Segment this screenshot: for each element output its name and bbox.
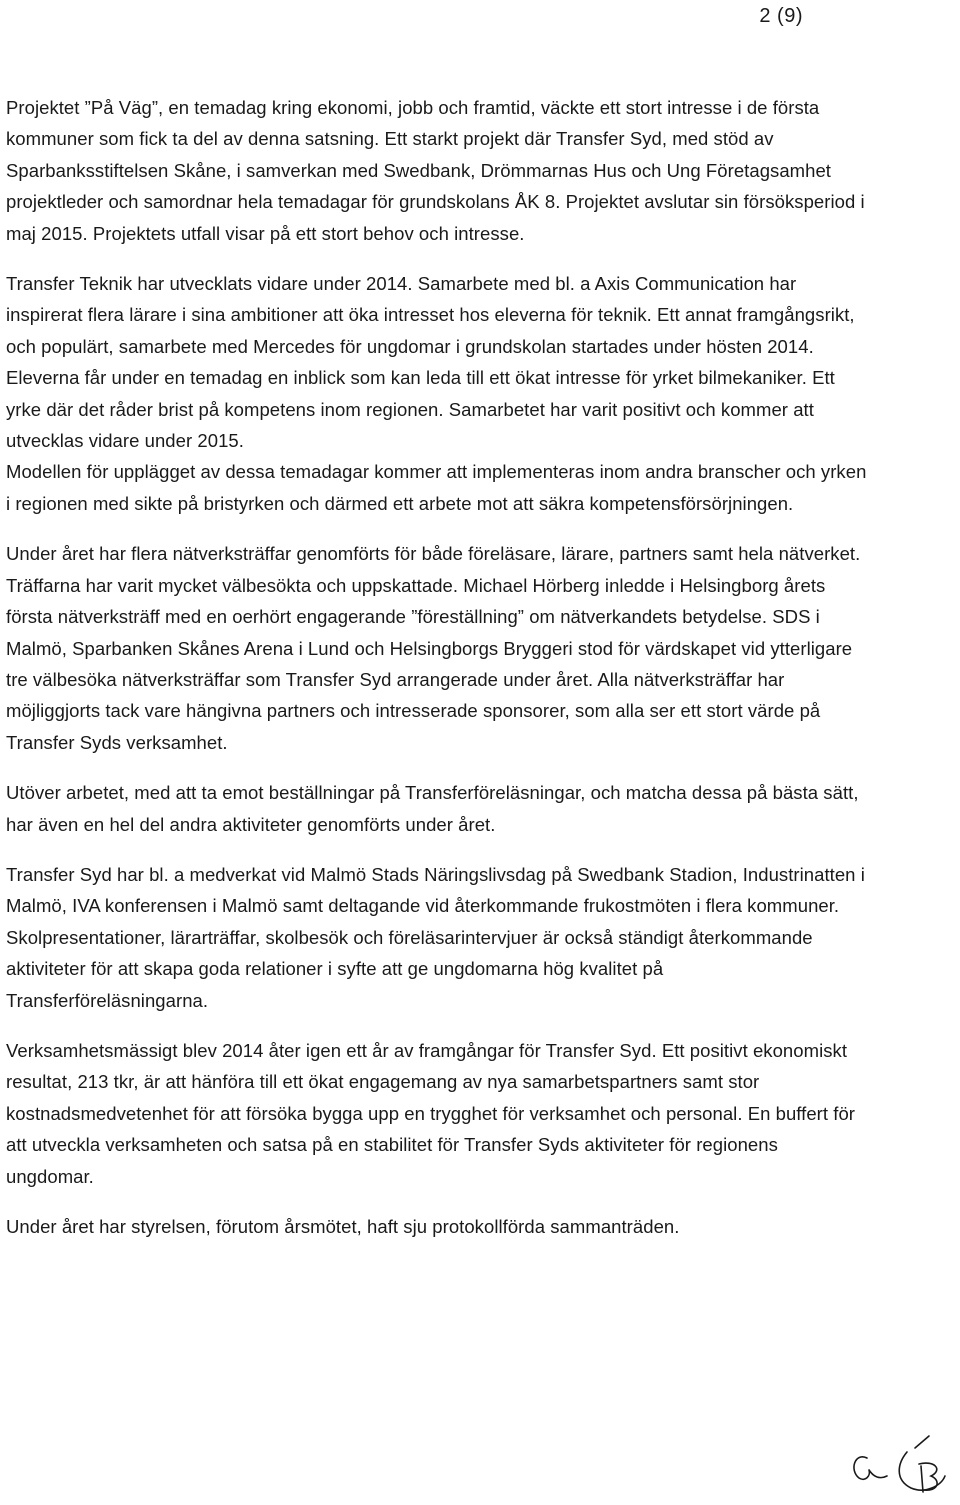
paragraph-network-meetings: Under året har flera nätverksträffar genomförts för både föreläsare, lärare, partners samt hela nätverket. Träffarna har varit mycket välbesökta och uppskattade. Michael Hörberg inledde i Helsingborg årets första nätverksträff med en oerhört engagerande ”föreställning” om nätverkandets betydelse. SDS i Malmö, Sparbanken Skånes Arena i Lund och Helsingborgs Bryggeri stod för värdskapet vid ytterligare tre välbesöka nätverksträffar som Transfer Syd arrangerade under året. Alla nätverksträffar har möjliggjorts tack vare hängivna partners och intresserade sponsorer, som alla ser ett stort värde på Transfer Syds verksamhet. [6, 543, 861, 753]
signature-drawing [845, 1430, 955, 1500]
paragraph-pa-vag-project: Projektet ”På Väg”, en temadag kring ekonomi, jobb och framtid, väckte ett stort intresse i de första kommuner som fick ta del av denna satsning. Ett starkt projekt där Transfer Syd, med stöd av Sparbanksstiftelsen Skåne, i samverkan med Swedbank, Drömmarnas Hus och Ung Företagsamhet projektleder och samordnar hela temadagar för grundskolans ÅK 8. Projektet avslutar sin försöksperiod i maj 2015. Projektets utfall visar på ett stort behov och intresse. [6, 97, 865, 244]
paragraph-model-implementation: Modellen för upplägget av dessa temadagar kommer att implementeras inom andra branscher och yrken i regionen med sikte på bristyrken och därmed ett arbete mot att säkra kompetensförsörjningen. [6, 461, 867, 514]
paragraph-transfer-teknik: Transfer Teknik har utvecklats vidare under 2014. Samarbete med bl. a Axis Communication har inspirerat flera lärare i sina ambitioner att öka intresset hos eleverna för teknik. Ett annat framgångsrikt, och populärt, samarbete med Mercedes för ungdomar i grundskolan startades under hösten 2014. Eleverna får under en temadag en inblick som kan leda till ett ökat intresse för yrket bilmekaniker. Ett yrke där det råder brist på kompetens inom regionen. Samarbetet har varit positivt och kommer att utvecklas vidare under 2015. [6, 273, 855, 452]
paragraph-board-meetings: Under året har styrelsen, förutom årsmötet, haft sju protokollförda sammanträden. [6, 1216, 680, 1237]
handwritten-initials-signature [845, 1430, 955, 1500]
paragraph-financial-result: Verksamhetsmässigt blev 2014 åter igen ett år av framgångar för Transfer Syd. Ett positivt ekonomiskt resultat, 213 tkr, är att hänföra till ett ökat engagemang av nya samarbetspartners samt stor kostnadsmedvetenhet för att försöka bygga upp en trygghet för verksamhet och personal. En buffert för att utveckla verksamheten och satsa på en stabilitet för Transfer Syds aktiviteter för regionens ungdomar. [6, 1039, 856, 1187]
page-number: 2 (9) [759, 5, 803, 27]
paragraph-other-activities: Utöver arbetet, med att ta emot beställningar på Transferföreläsningar, och matcha dessa på bästa sätt, har även en hel del andra aktiviteter genomförts under året. [6, 782, 859, 835]
paragraph-events: Transfer Syd har bl. a medverkat vid Malmö Stads Näringslivsdag på Swedbank Stadion, Industrinatten i Malmö, IVA konferensen i Malmö samt deltagande vid återkommande frukostmöten i flera kommuner. Skolpresentationer, lärarträffar, skolbesök och föreläsarintervjuer är också ständigt återkommande aktiviteter för att skapa goda relationer i syfte att ge ungdomarna hög kvalitet på Transferföreläsningarna. [6, 863, 865, 1011]
document-body [6, 92, 868, 1242]
